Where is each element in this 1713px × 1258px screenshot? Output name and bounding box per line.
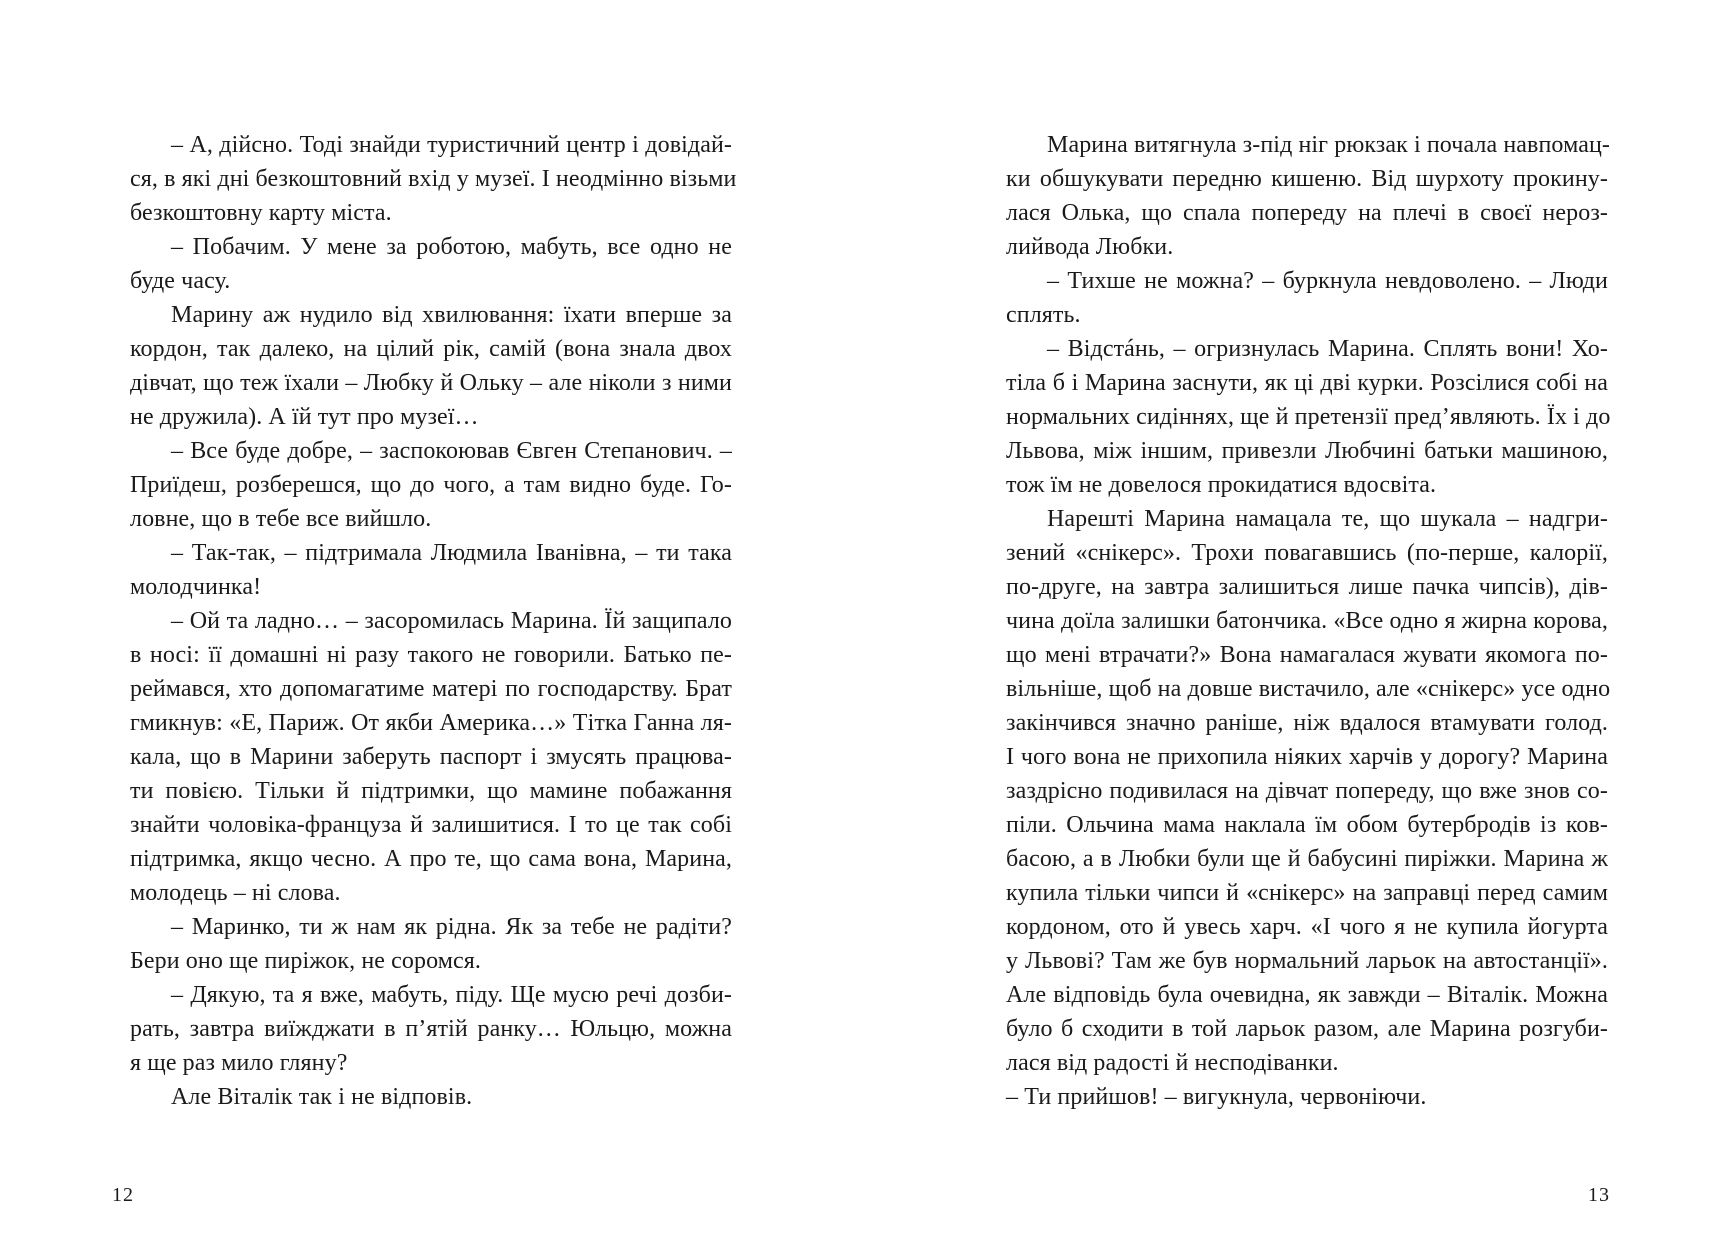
text-line: дівчат, що теж їхали – Любку й Ольку – але ніколи з ними [130, 370, 732, 396]
text-line: Але Віталік так і не відповів. [171, 1084, 473, 1110]
text-line: – Відстáнь, – огризнулась Марина. Сплять вони! Хо- [1047, 336, 1608, 362]
text-line: лася від радості й несподіванки. [1006, 1050, 1339, 1076]
text-line: купила тільки чипси й «снікерс» на заправці перед самим [1006, 880, 1608, 906]
text-line: ловне, що в тебе все вийшло. [130, 506, 432, 532]
text-line: Бери оно ще пиріжок, не соромся. [130, 948, 482, 974]
text-line: підтримка, якщо чесно. А про те, що сама вона, Марина, [130, 846, 732, 872]
text-line: – Ой та ладно… – засоромилась Марина. Їй защипало [171, 608, 732, 634]
text-line: кордоном, ото й увесь харч. «І чого я не купила йогурта [1006, 914, 1608, 940]
text-line: гмикнув: «Е, Париж. От якби Америка…» Тітка Ганна ля- [130, 710, 732, 736]
text-line: ся, в які дні безкоштовний вхід у музеї. І неодмінно візьми [130, 166, 737, 192]
text-line: ки обшукувати передню кишеню. Від шурхоту прокину- [1006, 166, 1608, 192]
text-line: чина доїла залишки батончика. «Все одно я жирна корова, [1006, 608, 1608, 634]
text-line: Марину аж нудило від хвилювання: їхати вперше за [171, 302, 732, 328]
text-line: зений «снікерс». Трохи повагавшись (по-перше, калорії, [1006, 540, 1608, 566]
right-page [857, 0, 1713, 1258]
text-line: басою, а в Любки були ще й бабусині пиріжки. Марина ж [1006, 846, 1608, 872]
text-line: лийвода Любки. [1006, 234, 1174, 260]
text-line: заздрісно подивилася на дівчат попереду, що вже знов со- [1006, 778, 1608, 804]
text-line: кордон, так далеко, на цілий рік, самій (вона знала двох [130, 336, 732, 362]
text-line: вільніше, щоб на довше вистачило, але «снікерс» усе одно [1006, 676, 1611, 702]
text-line: – Так-так, – підтримала Людмила Іванівна, – ти така [171, 540, 732, 566]
text-line: – Дякую, та я вже, мабуть, піду. Ще мусю речі дозби- [171, 982, 732, 1008]
text-line: сплять. [1006, 302, 1081, 328]
text-line: Нарешті Марина намацала те, що шукала – надгри- [1047, 506, 1608, 532]
text-line: І чого вона не прихопила ніяких харчів у дорогу? Марина [1006, 744, 1608, 770]
text-line: що мені втрачати?» Вона намагалася жувати якомога по- [1006, 642, 1608, 668]
text-line: закінчився значно раніше, ніж вдалося втамувати голод. [1006, 710, 1608, 736]
text-line: – Тихше не можна? – буркнула невдоволено. – Люди [1047, 268, 1608, 294]
text-line: лася Олька, що спала попереду на плечі в своєї нероз- [1006, 200, 1608, 226]
text-line: молодчинка! [130, 574, 262, 600]
text-line: у Львові? Там же був нормальний ларьок на автостанції». [1006, 948, 1608, 974]
text-line: кала, що в Марини заберуть паспорт і змусять працюва- [130, 744, 732, 770]
text-line: Приїдеш, розберешся, що до чого, а там видно буде. Го- [130, 472, 732, 498]
text-line: – Побачим. У мене за роботою, мабуть, все одно не [171, 234, 732, 260]
text-line: Але відповідь була очевидна, як завжди – Віталік. Можна [1006, 982, 1608, 1008]
left-page [0, 0, 856, 1258]
text-line: – Ти прийшов! – вигукнула, червоніючи. [1006, 1084, 1427, 1110]
text-line: рать, завтра виїжджати в п’ятій ранку… Юльцю, можна [130, 1016, 732, 1042]
page-number: 13 [1588, 1184, 1610, 1206]
text-line: тіла б і Марина заснути, як ці дві курки. Розсілися собі на [1006, 370, 1608, 396]
text-line: піли. Ольчина мама наклала їм обом бутербродів із ков- [1006, 812, 1608, 838]
text-line: тож їм не довелося прокидатися вдосвіта. [1006, 472, 1437, 498]
text-line: було б сходити в той ларьок разом, але Марина розгуби- [1006, 1016, 1608, 1042]
text-line: – Все буде добре, – заспокоював Євген Степанович. – [171, 438, 732, 464]
text-line: Марина витягнула з-під ніг рюкзак і почала навпомац- [1047, 132, 1610, 158]
text-line: Львова, між іншим, привезли Любчині батьки машиною, [1006, 438, 1608, 464]
text-line: знайти чоловіка-француза й залишитися. І то це так собі [130, 812, 732, 838]
text-line: ти повією. Тільки й підтримки, що мамине побажання [130, 778, 732, 804]
text-line: молодець – ні слова. [130, 880, 341, 906]
text-line: я ще раз мило гляну? [130, 1050, 348, 1076]
text-line: в носі: її домашні ні разу такого не говорили. Батько пе- [130, 642, 732, 668]
text-line: не дружила). А їй тут про музеї… [130, 404, 479, 430]
text-line: – Маринко, ти ж нам як рідна. Як за тебе не радіти? [171, 914, 732, 940]
text-line: по-друге, на завтра залишиться лише пачка чипсів), дів- [1006, 574, 1608, 600]
text-line: безкоштовну карту міста. [130, 200, 392, 226]
page-number: 12 [112, 1184, 134, 1206]
text-line: буде часу. [130, 268, 231, 294]
text-line: реймався, хто допомагатиме матері по господарству. Брат [130, 676, 732, 702]
text-line: нормальних сидіннях, ще й претензії пред’являють. Їх і до [1006, 404, 1611, 430]
text-line: – А, дійсно. Тоді знайди туристичний центр і довідай- [171, 132, 732, 158]
